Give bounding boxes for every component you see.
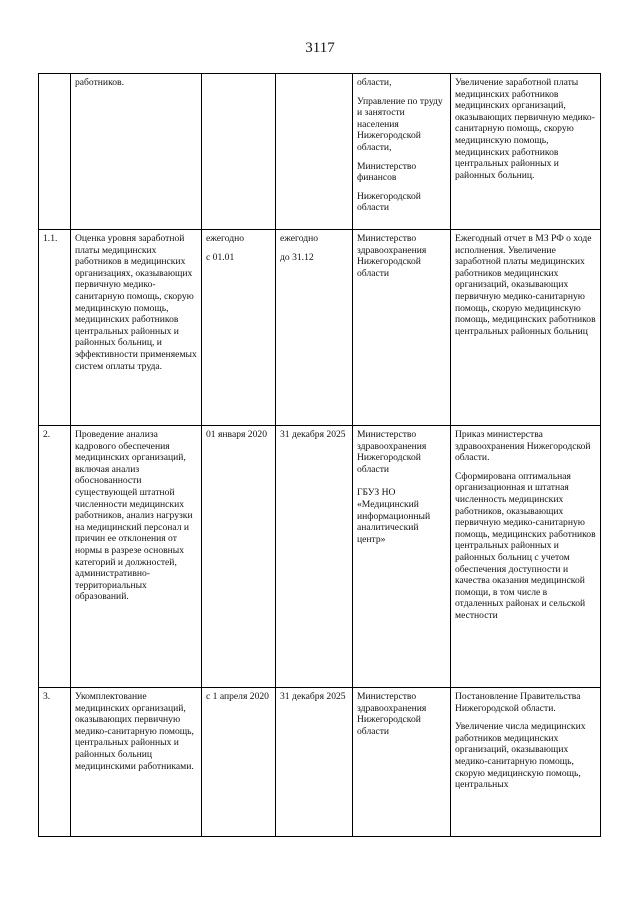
row-number: 1.1.	[39, 230, 71, 426]
executor-text: Министерство здравоохранения Нижегородской области	[357, 429, 427, 475]
start-text: с 01.01	[206, 251, 235, 263]
result-text: Приказ министерства здравоохранения Нижегородской области.	[455, 429, 591, 464]
row-start-date	[202, 230, 276, 426]
row-end-date	[276, 688, 353, 837]
executor-text: Министерство здравоохранения Нижегородской области	[357, 691, 427, 737]
executor-text: Нижегородской области	[357, 190, 421, 214]
table-row	[39, 688, 601, 837]
description-text: Укомплектование медицинских организаций, оказывающих первичную медико-санитарную помощь, центральных районных и районных больниц медицинскими работниками.	[75, 691, 194, 772]
row-number: 2.	[39, 426, 71, 688]
row-start-date	[202, 688, 276, 837]
row-end-date	[276, 426, 353, 688]
row-result	[451, 230, 601, 426]
row-executors	[353, 230, 451, 426]
result-text: Ежегодный отчет в МЗ РФ о ходе исполнения. Увеличение заработной платы медицинских работников медицинских организаций, оказывающих первичную медико-санитарную помощь, скорую медицинскую помощь, медицинских работников центральных районных больниц	[455, 233, 596, 337]
executor-text: области,	[357, 77, 392, 88]
start-text: 01 января 2020	[206, 429, 267, 440]
row-number	[39, 74, 71, 230]
result-text: Сформирована оптимальная организационная и штатная численность медицинских работников, оказывающих первичную медико-санитарную помощь, медицинских работников центральных районных и районных больниц с учетом обеспечения доступности и качества оказания медицинской помощи, в том числе в отдаленных районах и сельской местности	[455, 470, 596, 621]
end-text: ежегодно	[280, 233, 319, 244]
row-number: 3.	[39, 688, 71, 837]
result-text: Увеличение числа медицинских работников медицинских организаций, оказывающих медико-санитарную помощь, скорую медицинскую помощь, центральных	[455, 721, 586, 791]
row-result	[451, 688, 601, 837]
row-description	[71, 230, 202, 426]
row-description	[71, 74, 202, 230]
table-row	[39, 426, 601, 688]
executor-text: Управление по труду и занятости населения Нижегородской области,	[357, 95, 443, 153]
row-result	[451, 426, 601, 688]
description-text: Оценка уровня заработной платы медицинских работников в медицинских организациях, оказывающих первичную медико-санитарную помощь, скорую медицинскую помощь, медицинских работников центральных районных и районных больниц, и эффективности применяемых систем оплаты труда.	[75, 233, 197, 372]
description-text: работников.	[75, 77, 124, 88]
row-start-date	[202, 426, 276, 688]
start-text: ежегодно	[206, 233, 245, 244]
row-result	[451, 74, 601, 230]
description-text: Проведение анализа кадрового обеспечения медицинских организаций, включая анализ обоснованности существующей штатной численности медицинских работников, анализ нагрузки на медицинский персонал и причин ее отклонения от нормы в разрезе основных категорий и должностей, административно-территориальных образований.	[75, 429, 193, 603]
row-description	[71, 688, 202, 837]
row-executors	[353, 426, 451, 688]
row-end-date	[276, 74, 353, 230]
executor-text: Министерство здравоохранения Нижегородской области	[357, 233, 427, 279]
row-end-date	[276, 230, 353, 426]
start-text: с 1 апреля 2020	[206, 691, 269, 702]
table-row	[39, 74, 601, 230]
row-executors	[353, 74, 451, 230]
end-text: 31 декабря 2025	[280, 691, 346, 702]
table-row	[39, 230, 601, 426]
row-executors	[353, 688, 451, 837]
executor-text: ГБУЗ НО «Медицинский информационный аналитический центр»	[357, 487, 431, 545]
executor-text: Министерство финансов	[357, 160, 417, 184]
result-text: Увеличение заработной платы медицинских работников медицинских организаций, оказывающих первичную медико-санитарную помощь, скорую медицинскую помощь, медицинских работников центральных районных и районных больниц.	[455, 77, 595, 181]
plan-table	[38, 73, 601, 837]
result-text: Постановление Правительства Нижегородской области.	[455, 691, 581, 714]
end-text: до 31.12	[280, 251, 314, 263]
row-start-date	[202, 74, 276, 230]
page-number: 3117	[305, 40, 335, 56]
row-description	[71, 426, 202, 688]
end-text: 31 декабря 2025	[280, 429, 346, 440]
